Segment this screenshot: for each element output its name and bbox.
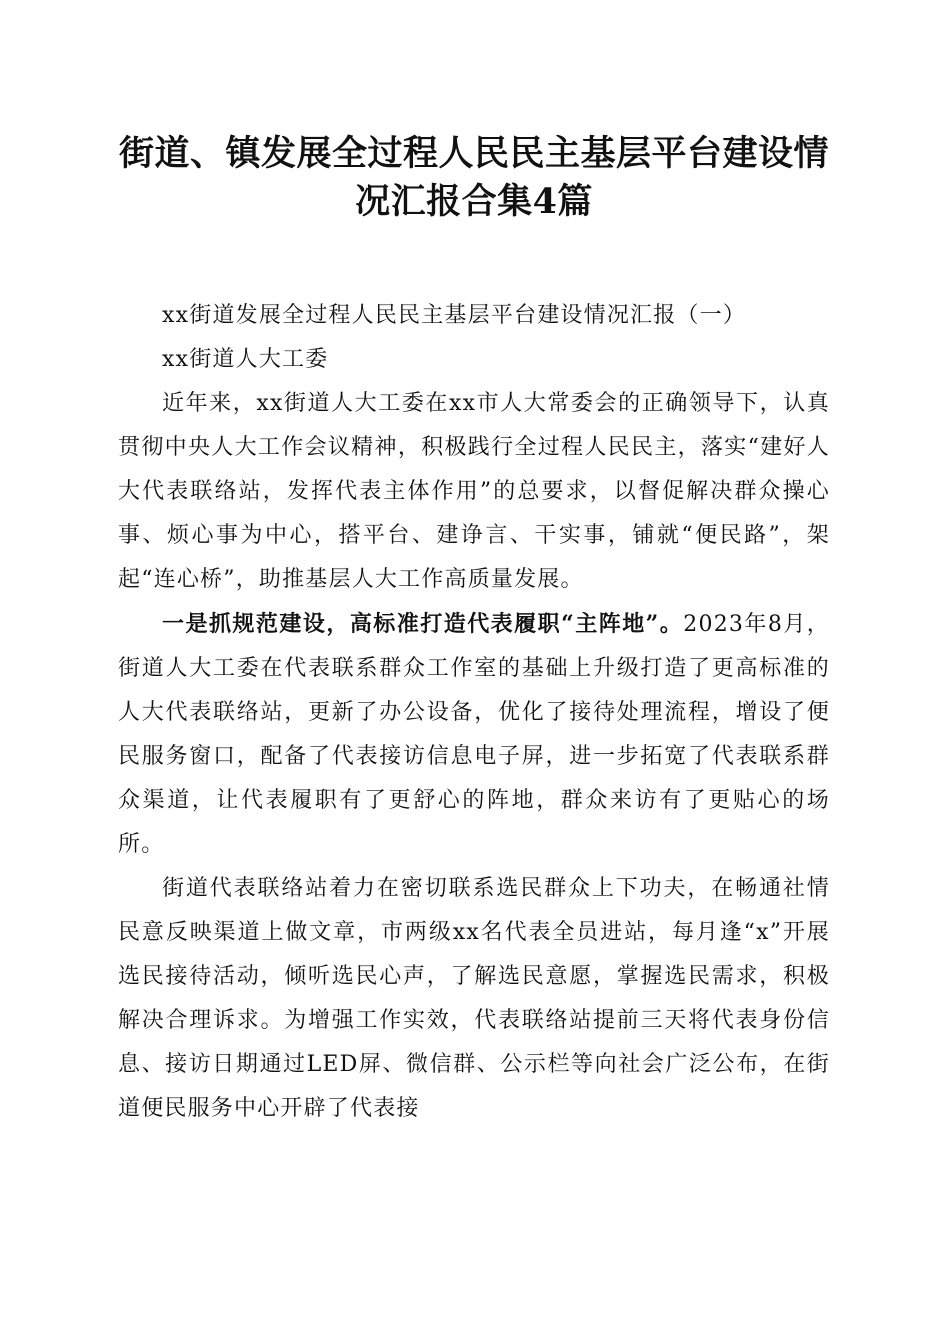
report-author: xx街道人大工委 (162, 347, 329, 372)
report-subtitle: xx街道发展全过程人民民主基层平台建设情况汇报（一） (162, 303, 747, 328)
paragraph-standard-body: 2023年8月，街道人大工委在代表联系群众工作室的基础上升级打造了更高标准的人大代表联络站，更新了办公设备，优化了接待处理流程，增设了便民服务窗口，配备了代表接访信息电子屏，进一步拓宽了代表联系群众渠道，让代表履职有了更舒心的阵地，群众来访有了更贴心的场所。 (118, 612, 830, 857)
title-line-1: 街道、镇发展全过程人民民主基层平台建设情 (118, 133, 829, 174)
document-page (118, 130, 830, 1131)
title-line-2: 况汇报合集4篇 (355, 181, 593, 222)
paragraph-liaison-station: 街道代表联络站着力在密切联系选民群众上下功夫，在畅通社情民意反映渠道上做文章，市两级xx名代表全员进站，每月逢“x”开展选民接待活动，倾听选民心声，了解选民意愿，掌握选民需求，积极解决合理诉求。为增强工作实效，代表联络站提前三天将代表身份信息、接访日期通过LED屏、微信群、公示栏等向社会广泛公布，在街道便民服务中心开辟了代表接 (118, 876, 830, 1121)
document-body (118, 294, 830, 1131)
paragraph-intro: 近年来，xx街道人大工委在xx市人大常委会的正确领导下，认真贯彻中央人大工作会议精神，积极践行全过程人民民主，落实“建好人大代表联络站，发挥代表主体作用”的总要求，以督促解决群众操心事、烦心事为中心，搭平台、建诤言、干实事，铺就“便民路”，架起“连心桥”，助推基层人大工作高质量发展。 (118, 391, 830, 592)
paragraph-lead-heading: 一是抓规范建设，高标准打造代表履职“主阵地”。 (162, 611, 684, 637)
paragraph-standard-construction (118, 602, 830, 867)
document-title (118, 130, 830, 226)
